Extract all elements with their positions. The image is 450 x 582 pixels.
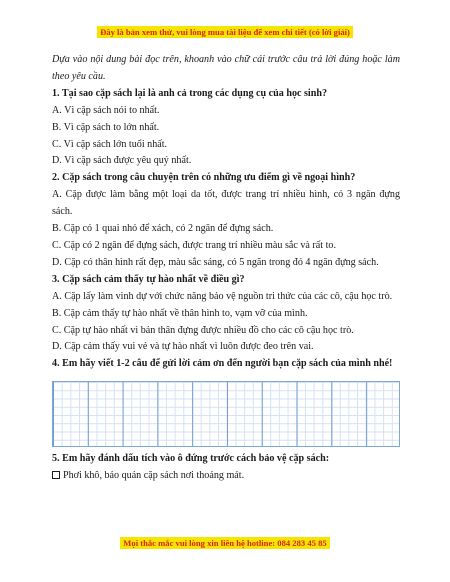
question-3-option-a[interactable]: A. Cặp lấy làm vinh dự với chức năng bảo vệ nguồn tri thức của các cô, cậu học trò. [52, 290, 393, 302]
question-2-option-c[interactable]: C. Cặp có 2 ngăn để đựng sách, được trang trí nhiều màu sắc và rất to. [52, 239, 336, 251]
question-4-title: 4. Em hãy viết 1-2 câu để gửi lời cảm ơn đến người bạn cặp sách của mình nhé! [52, 358, 393, 370]
question-3-title: 3. Cặp sách cảm thấy tự hào nhất về điều gì? [52, 273, 245, 285]
checkbox-item-label: Phơi khô, bảo quản cặp sách nơi thoáng mát. [63, 470, 245, 482]
checkbox-item[interactable] [52, 468, 400, 485]
preview-banner [0, 22, 450, 40]
question-1-option-c[interactable]: C. Vì cặp sách lớn tuổi nhất. [52, 138, 168, 150]
preview-banner-text: Đây là bản xem thử, vui lòng mua tài liệu để xem chi tiết (có lời giải) [97, 26, 353, 38]
question-5-title: 5. Em hãy đánh dấu tích vào ô đứng trước cách bảo vệ cặp sách: [52, 453, 330, 465]
writing-grid[interactable] [52, 381, 400, 447]
checkbox-icon[interactable] [52, 471, 60, 479]
question-1-option-b[interactable]: B. Vì cặp sách to lớn nhất. [52, 121, 160, 133]
question-1-option-d[interactable]: D. Vì cặp sách được yêu quý nhất. [52, 155, 192, 167]
worksheet-content [52, 52, 400, 485]
question-3-option-d[interactable]: D. Cặp cảm thấy vui vẻ và tự hào nhất vì luôn được đeo trên vai. [52, 341, 314, 353]
hotline-banner [0, 533, 450, 551]
question-3-option-c[interactable]: C. Cặp tự hào nhất vì bản thân đựng được nhiều đồ cho các cô cậu học trò. [52, 324, 354, 336]
question-2-option-d[interactable]: D. Cặp có thân hình rất đẹp, màu sắc sáng, có 5 ngăn trong đó 4 ngăn đựng sách. [52, 256, 379, 268]
question-2-option-b[interactable]: B. Cặp có 1 quai nhỏ để xách, có 2 ngăn để đựng sách. [52, 223, 274, 235]
question-1-option-a[interactable]: A. Vì cặp sách nói to nhất. [52, 104, 160, 116]
question-2-option-a[interactable]: A. Cặp được làm bằng một loại da tốt, được trang trí nhiều hình, có 3 ngăn đựng sách. [52, 189, 400, 218]
instructions: Dựa vào nội dung bài đọc trên, khoanh vào chữ cái trước câu trả lời đúng hoặc làm theo yêu cầu. [52, 54, 400, 82]
hotline-banner-text: Mọi thắc mắc vui lòng xin liên hệ hotline: 084 283 45 85 [120, 537, 329, 549]
question-2-title: 2. Cặp sách trong câu chuyện trên có những ưu điểm gì về ngoại hình? [52, 172, 356, 184]
question-1-title: 1. Tại sao cặp sách lại là anh cả trong các dụng cụ của học sinh? [52, 87, 328, 99]
question-3-option-b[interactable]: B. Cặp cảm thấy tự hào nhất về thân hình to, vạm vỡ của mình. [52, 307, 308, 319]
